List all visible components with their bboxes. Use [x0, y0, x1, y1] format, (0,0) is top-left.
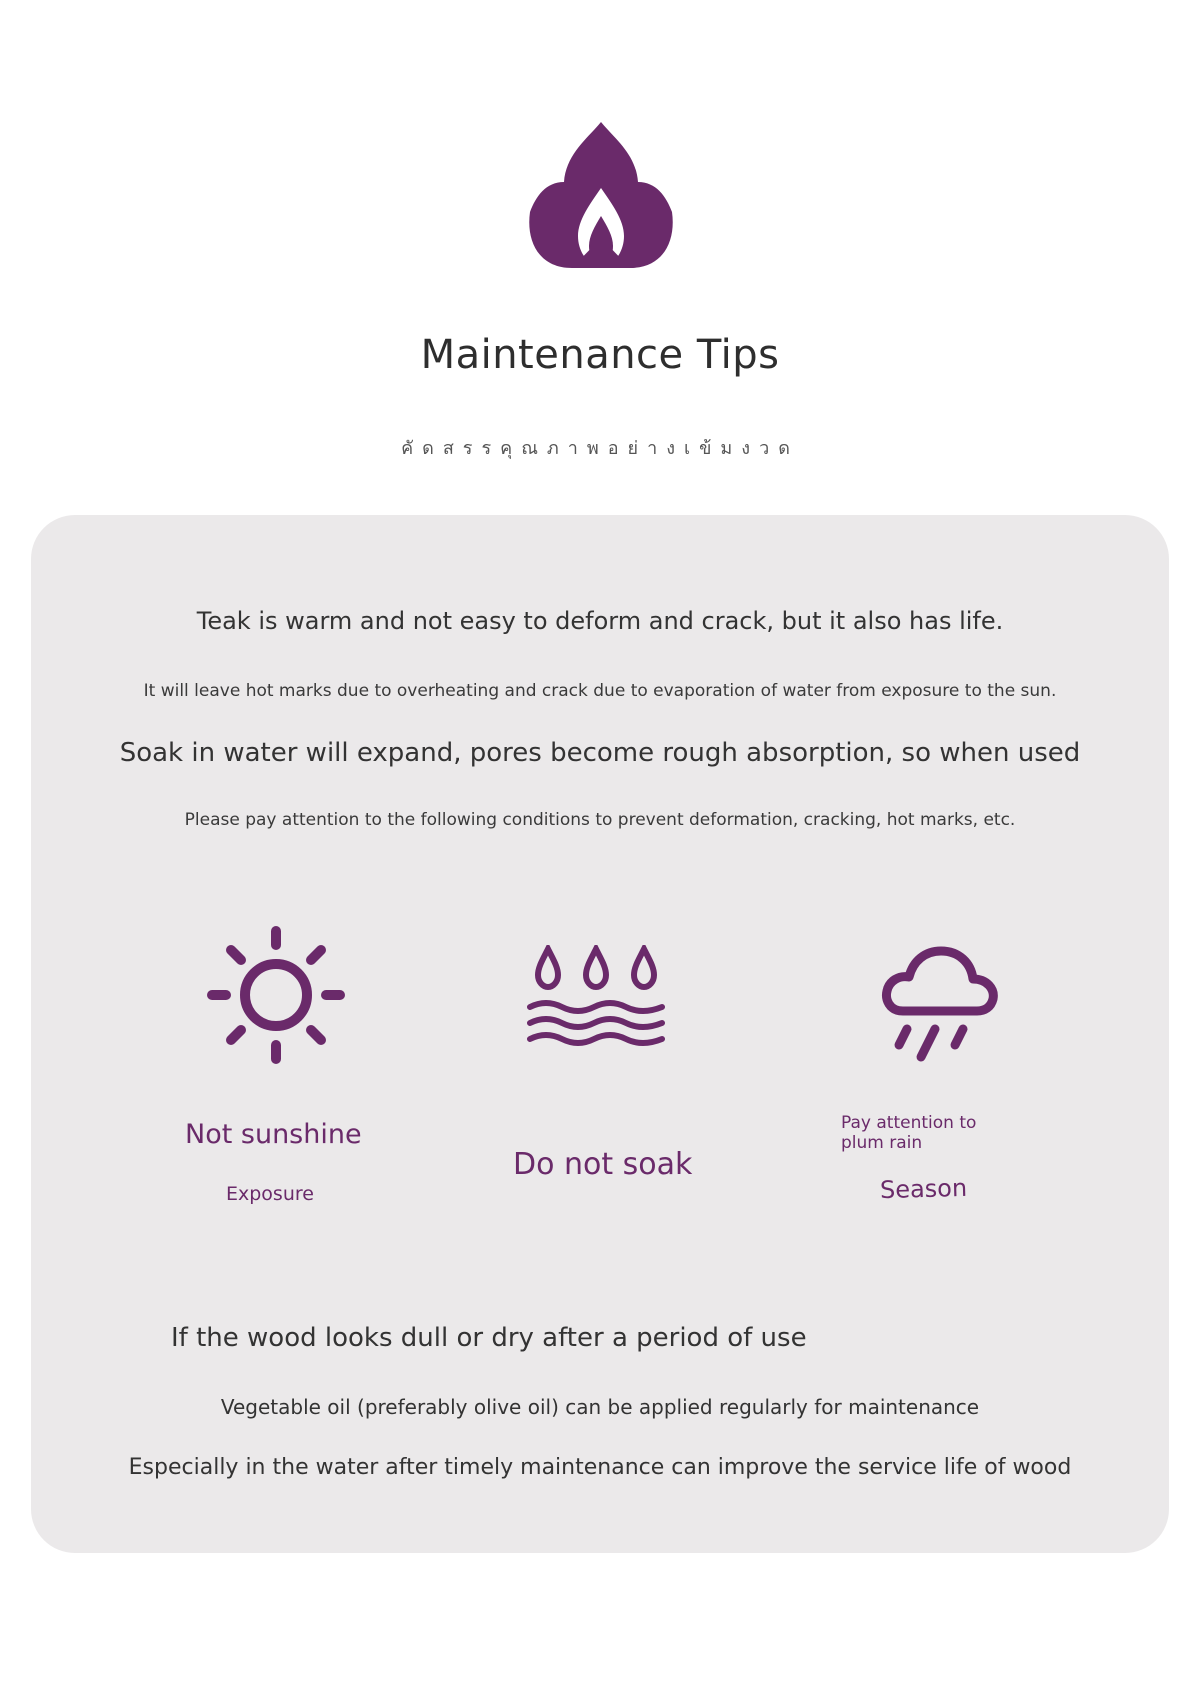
- intro-line-4: Please pay attention to the following conditions to prevent deformation, cracking, hot marks, etc.: [184, 810, 1016, 830]
- water-drops-icon: [526, 945, 666, 1055]
- intro-line-3: Soak in water will expand, pores become rough absorption, so when used: [119, 738, 1081, 768]
- tips-card: [31, 515, 1169, 1553]
- sun-icon: [206, 925, 346, 1065]
- season-label: Season: [879, 1173, 968, 1205]
- intro-line-2: It will leave hot marks due to overheating and crack due to evaporation of water from exposure to the sun.: [143, 681, 1057, 701]
- care-line-3: Especially in the water after timely maintenance can improve the service life of wood: [128, 1455, 1072, 1480]
- page-title: Maintenance Tips: [420, 332, 780, 378]
- plum-rain-label-line-2: plum rain: [841, 1133, 923, 1153]
- care-line-1: If the wood looks dull or dry after a period of use: [171, 1323, 807, 1353]
- rain-cloud-icon: [881, 945, 1001, 1065]
- flame-logo-icon: [526, 120, 676, 272]
- page-subtitle: คัดสรรคุณภาพอย่างเข้มงวด: [401, 438, 799, 459]
- intro-line-1: Teak is warm and not easy to deform and crack, but it also has life.: [196, 607, 1004, 635]
- do-not-soak-label: Do not soak: [513, 1147, 693, 1182]
- exposure-label: Exposure: [226, 1183, 314, 1205]
- plum-rain-label-line-1: Pay attention to: [841, 1113, 977, 1133]
- not-sunshine-label: Not sunshine: [185, 1119, 362, 1150]
- care-line-2: Vegetable oil (preferably olive oil) can be applied regularly for maintenance: [220, 1395, 980, 1419]
